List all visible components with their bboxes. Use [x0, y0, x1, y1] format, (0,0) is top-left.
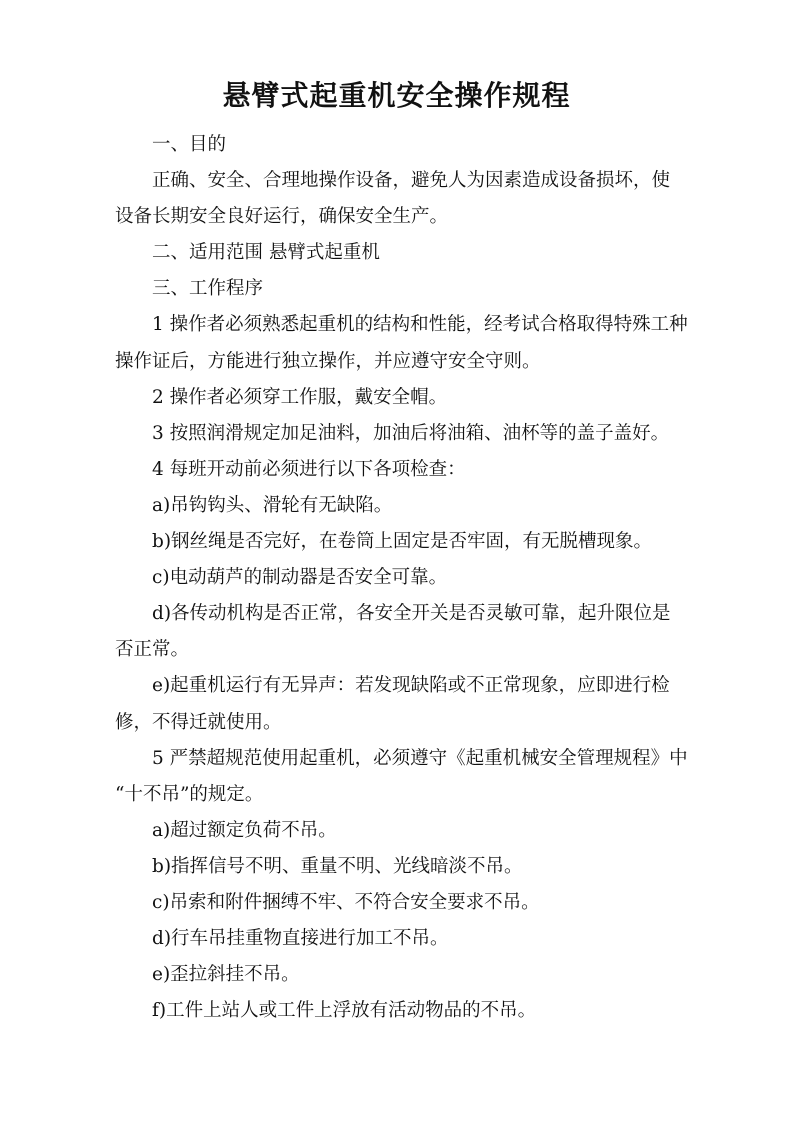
paragraph [115, 560, 685, 596]
paragraph-line: e)起重机运行有无异声：若发现缺陷或不正常现象，应即进行检 [152, 675, 670, 697]
paragraph-line: 5 严禁超规范使用起重机，必须遵守《起重机械安全管理规程》中 [152, 747, 688, 769]
paragraph-line: c)吊索和附件捆缚不牢、不符合安全要求不吊。 [152, 891, 540, 913]
paragraph-line: 设备长期安全良好运行，确保安全生产。 [115, 206, 449, 228]
paragraph-line: 三、工作程序 [152, 278, 264, 300]
paragraph-line: 二、适用范围 悬臂式起重机 [152, 242, 380, 264]
paragraph [115, 668, 685, 740]
paragraph [115, 127, 685, 163]
paragraph [115, 452, 685, 488]
paragraph-line: 修，不得迁就使用。 [115, 711, 282, 733]
paragraph-line: “十不吊”的规定。 [115, 783, 264, 805]
paragraph [115, 163, 685, 235]
paragraph-line: 3 按照润滑规定加足油料，加油后将油箱、油杯等的盖子盖好。 [152, 422, 670, 444]
paragraph-line: a)超过额定负荷不吊。 [152, 819, 337, 841]
paragraph-line: b)指挥信号不明、重量不明、光线暗淡不吊。 [152, 855, 523, 877]
paragraph-line: d)行车吊挂重物直接进行加工不吊。 [152, 928, 449, 950]
paragraph-line: 1 操作者必须熟悉起重机的结构和性能，经考试合格取得特殊工种 [152, 314, 688, 336]
paragraph [115, 921, 685, 957]
paragraph [115, 741, 688, 813]
paragraph [115, 271, 685, 307]
paragraph [115, 596, 685, 668]
paragraph [115, 957, 685, 993]
paragraph-line: e)歪拉斜挂不吊。 [152, 964, 300, 986]
paragraph-line: d)各传动机构是否正常，各安全开关是否灵敏可靠，起升限位是 [152, 603, 671, 625]
paragraph-line: 正确、安全、合理地操作设备，避免人为因素造成设备损坏，使 [152, 170, 671, 192]
paragraph [115, 849, 685, 885]
paragraph-line: c)电动葫芦的制动器是否安全可靠。 [152, 567, 448, 589]
paragraph-line: b)钢丝绳是否完好，在卷筒上固定是否牢固，有无脱槽现象。 [152, 531, 653, 553]
document-body [115, 127, 688, 1029]
paragraph-line: 否正常。 [115, 639, 190, 661]
paragraph-line: f)工件上站人或工件上浮放有活动物品的不吊。 [152, 1000, 537, 1022]
paragraph-line: a)吊钩钩头、滑轮有无缺陷。 [152, 494, 393, 516]
document-title: 悬臂式起重机安全操作规程 [222, 79, 571, 112]
paragraph [115, 416, 685, 452]
paragraph-line: 操作证后，方能进行独立操作，并应遵守安全守则。 [115, 350, 541, 372]
paragraph [115, 813, 685, 849]
paragraph [115, 524, 685, 560]
paragraph-line: 2 操作者必须穿工作服，戴安全帽。 [152, 386, 448, 408]
paragraph [115, 488, 685, 524]
paragraph [115, 380, 685, 416]
paragraph [115, 885, 685, 921]
paragraph [115, 235, 685, 271]
paragraph [115, 993, 685, 1029]
paragraph-line: 一、目的 [152, 134, 227, 155]
paragraph-line: 4 每班开动前必须进行以下各项检查： [152, 458, 466, 480]
paragraph [115, 307, 688, 379]
